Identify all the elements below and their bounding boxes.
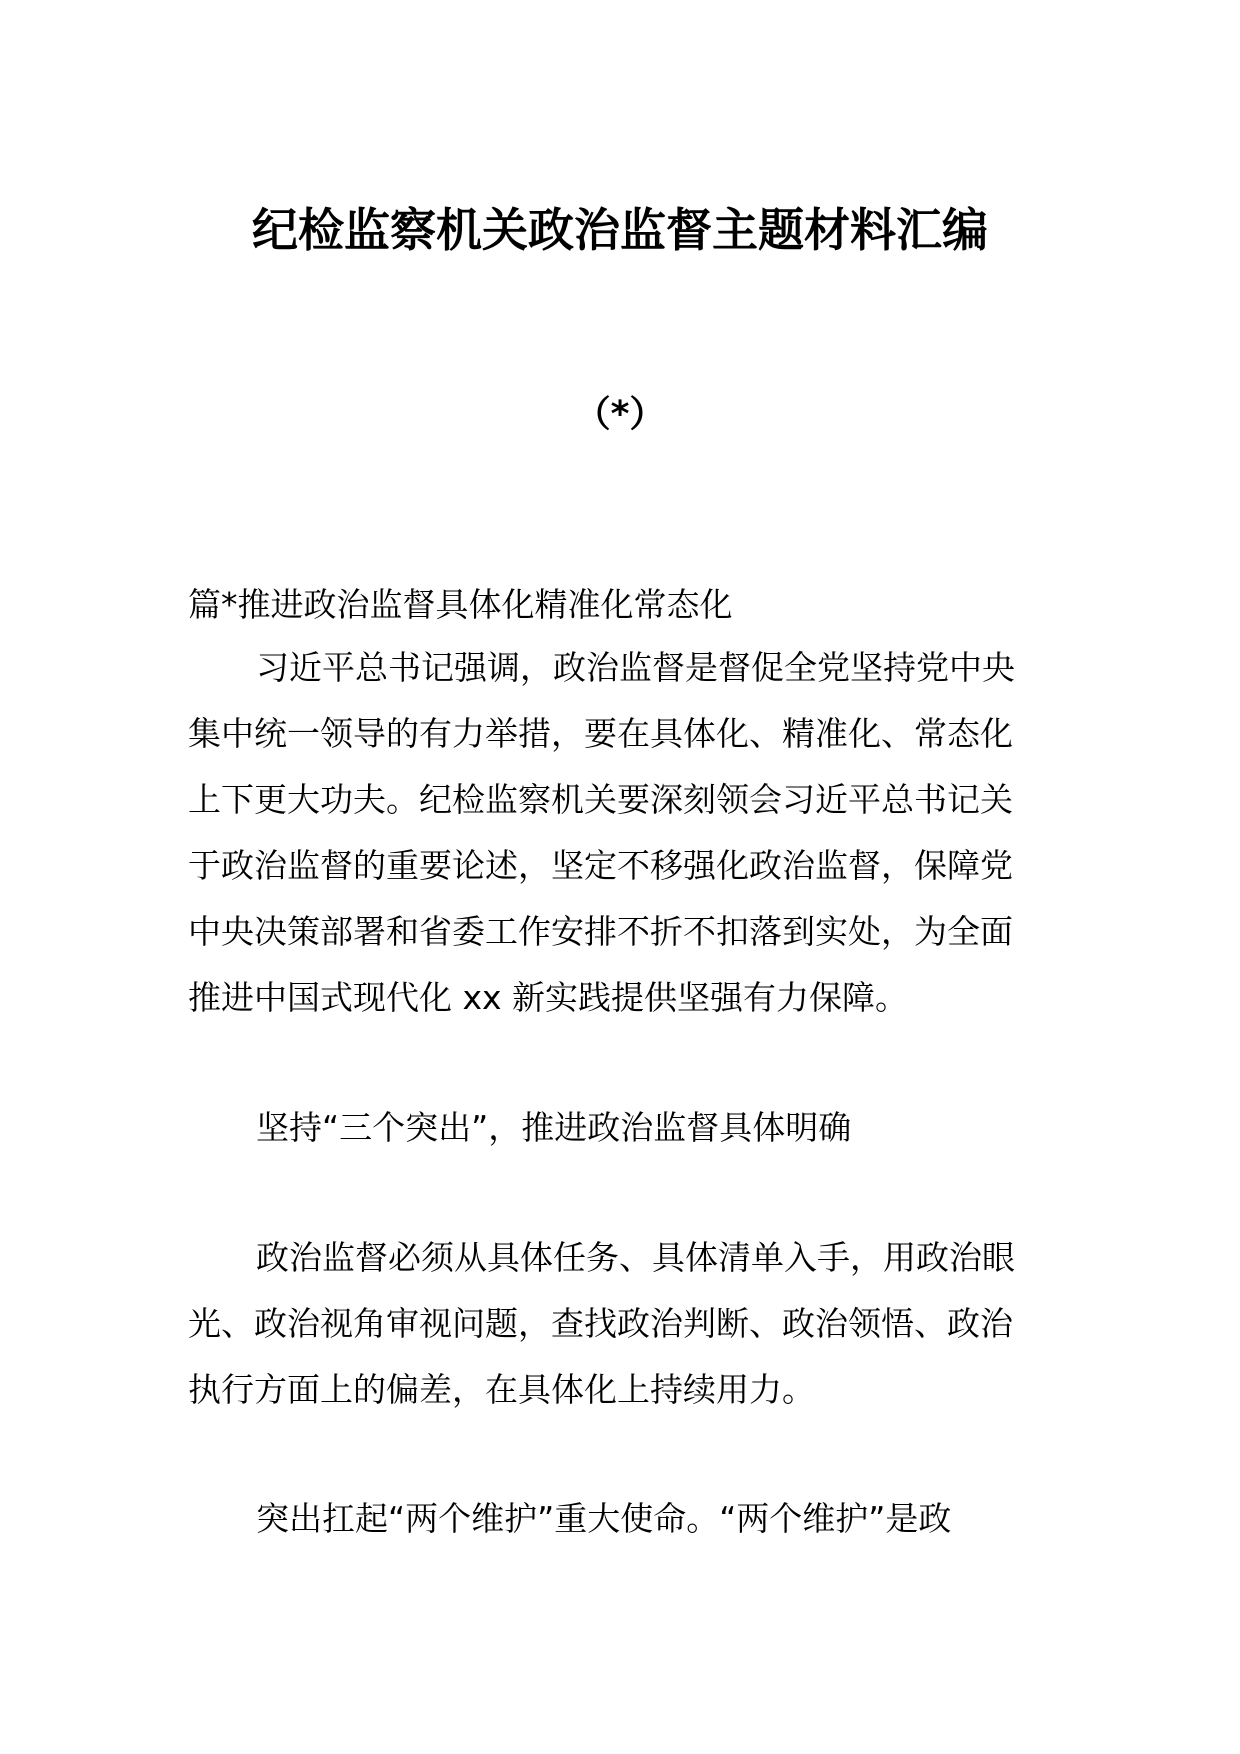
paragraph-line: 推进中国式现代化 xx 新实践提供坚强有力保障。 xyxy=(188,978,909,1017)
document-title: 纪检监察机关政治监督主题材料汇编 xyxy=(252,203,988,257)
subheading: 坚持“三个突出”，推进政治监督具体明确 xyxy=(256,1108,852,1147)
section-heading: 篇*推进政治监督具体化精准化常态化 xyxy=(188,585,733,624)
paragraph-line: 集中统一领导的有力举措，要在具体化、精准化、常态化 xyxy=(188,714,1013,753)
document-subtitle: （*） xyxy=(574,394,666,435)
paragraph-line: 于政治监督的重要论述，坚定不移强化政治监督，保障党 xyxy=(188,846,1013,885)
paragraph-line: 执行方面上的偏差，在具体化上持续用力。 xyxy=(188,1370,815,1409)
paragraph-line: 突出扛起“两个维护”重大使命。“两个维护”是政 xyxy=(256,1499,952,1538)
paragraph-line: 习近平总书记强调，政治监督是督促全党坚持党中央 xyxy=(256,648,1015,687)
paragraph-line: 光、政治视角审视问题，查找政治判断、政治领悟、政治 xyxy=(188,1304,1013,1343)
paragraph-line: 上下更大功夫。纪检监察机关要深刻领会习近平总书记关 xyxy=(188,780,1013,819)
paragraph-line: 中央决策部署和省委工作安排不折不扣落到实处，为全面 xyxy=(188,912,1013,951)
paragraph-line: 政治监督必须从具体任务、具体清单入手，用政治眼 xyxy=(256,1238,1015,1277)
